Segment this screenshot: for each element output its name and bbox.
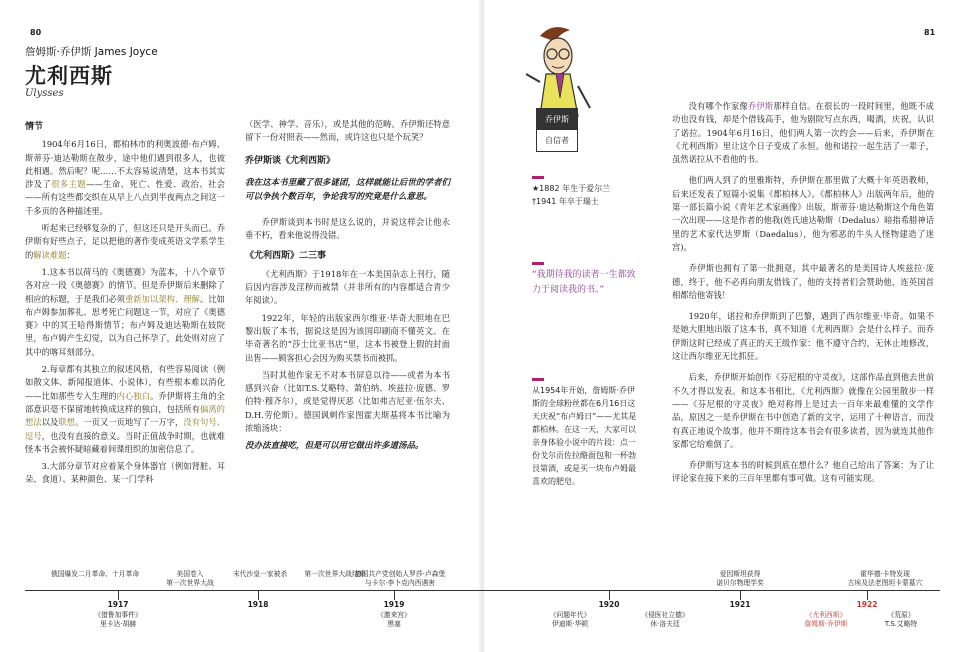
timeline-event: 美国卷入 第一次世界大战 [166, 570, 214, 587]
text-column-4 [672, 100, 934, 490]
year-tick [740, 590, 741, 600]
page-number-left: 80 [30, 28, 42, 37]
section-heading-plot: 情节 [25, 122, 44, 132]
page-number-right: 81 [924, 28, 936, 37]
paragraph: 没有哪个作家像乔伊斯那样自信。在很长的一段时间里，他既不成功也没有钱，却是个借钱高手，他为剧院写点东西，喝酒，庆祝，认识了诺拉。1904年6月16日，他们两人第一次约会——后来，乔伊斯在《尤利西斯》里让这个日子变成了永恒。他和诺拉一起生活了一辈子，虽然诺拉从不看他的书。 [672, 101, 934, 165]
text-column-2 [245, 118, 450, 465]
timeline-year: 1919 [383, 600, 405, 609]
joyce-quote: 我在这本书里藏了很多谜团，这样就能让后世的学者们可以争执个数百年，争论我写的究竟是什么意思。 [245, 177, 450, 202]
timeline-axis [25, 590, 940, 591]
timeline-event: 霍华德·卡特发现 古埃及法老图坦卡蒙墓穴 [847, 570, 923, 587]
paragraph: 乔伊斯谈到本书时是这么说的，并说这样会让他永垂不朽，看来他说得没错。 [245, 216, 450, 241]
section-heading-trivia: 《尤利西斯》二三事 [245, 251, 327, 262]
timeline-book-highlighted: 《尤利西斯》 詹姆斯·乔伊斯 [804, 611, 848, 628]
year-tick [394, 590, 395, 600]
paragraph: 后来，乔伊斯开始创作《芬尼根的守灵夜》，这部作品直到他去世前不久才得以发表。和这本书相比，《尤利西斯》就像在公园里散步一样——《芬尼根的守灵夜》绝对称得上是过去一百年来最难懂的文学作品，原因之一是乔伊斯在书中创造了新的文字，运用了十种语言，而没有真正地说个故事。他并不期待这本书会有很多读者，因为就连其他作家都它给难倒了。 [672, 372, 934, 449]
timeline-event: 俄国爆发二月革命、十月革命 [50, 570, 140, 578]
paragraph: 听起来已经够复杂的了，但这还只是开头而已。乔伊斯有好些点子，足以把他的著作变成英语文学系学生的解读难题： [25, 223, 225, 260]
paragraph: 1920年，诺拉和乔伊斯到了巴黎，遇到了西尔维亚·毕奇。如果不是她大胆地出版了这本书，真不知道《尤利西斯》会是什么样子。而乔伊斯这时已经成了真正的天王级作家：他不遵守合约，无休止地修改，这让西尔维亚无比抓狂。 [672, 311, 934, 362]
timeline-year: 1917 [107, 600, 129, 609]
timeline-event: 末代沙皇一家被杀 [232, 570, 288, 578]
timeline-event: 爱因斯坦获得 诺贝尔物理学奖 [716, 570, 764, 587]
sidebar-rule [532, 378, 544, 381]
author-name: 詹姆斯·乔伊斯 James Joyce [25, 46, 158, 58]
paragraph: 乔伊斯也拥有了第一批拥趸，其中最著名的是美国诗人埃兹拉·庞德，终于，他不必再向朋友借钱了，他的支持者们会赞助他，连英国首相都给他寄钱！ [672, 263, 934, 300]
book-title: 尤利西斯 [25, 64, 113, 88]
sidebar-rule [532, 262, 544, 265]
reader-quote: “我期待我的读者一生都致力于阅读我的书。” [532, 270, 636, 295]
sidebar-rule [532, 176, 544, 179]
paragraph: 1904年6月16日，都柏林市的利奥波德·布卢姆、斯蒂芬·迪达勒斯在散步，途中他们遇到很多人，也彼此相遇。然后呢？呢……不太容易说清楚，这本书其实涉及了很多主题——生命、死亡、性爱、政治、社会——所有这些都交织在从早上八点到半夜两点之间这一千多页的各种描述里。 [25, 139, 225, 216]
timeline-year: 1918 [247, 600, 269, 609]
timeline-event: 德国共产党创始人罗莎·卢森堡 与卡尔·李卜克内西遇害 [354, 570, 446, 587]
birth-info: ★1882 年生于爱尔兰 [532, 184, 611, 193]
section-heading-joyce-on-ulysses: 乔伊斯谈《尤利西斯》 [245, 155, 336, 166]
year-tick [867, 590, 868, 600]
tucholsky-quote: 没办法直接吃，但是可以用它做出许多道汤品。 [245, 441, 424, 452]
paragraph: 2.每章都有其独立的叙述风格，有些容易阅读（例如散文体、新闻报道体、小说体），有些根本难以消化——比如那些专入生理的内心独白。乔伊斯将主角的全部意识毫不保留地转换成这样的独白，包括所有偏离的想法以及联想。一页又一页地写了一万字，没有句号、逗号，也没有直接的意义。当时正值战争时期，也就难怪本书会被怀疑暗藏着间谍组织的加密信息了。 [25, 364, 225, 454]
bloomsday-fact: 从1954年开始，詹姆斯·乔伊斯的全球粉丝都在6月16日这天庆祝“布卢姆日”——尤其是都柏林。在这一天，大家可以亲身体验小说中的片段：点一份戈尔贡佐拉酪面包和一杯勃艮第酒，或是买一块布卢姆最喜欢的肥皂。 [532, 386, 637, 486]
timeline-book: 《邀来宫》 黑塞 [377, 611, 411, 628]
timeline-book: 《问题年代》 伊迪斯·华顿 [549, 611, 591, 628]
page-gutter [478, 0, 486, 652]
paragraph: 3.大部分章节对应着某个身体器官（例如肾脏、耳朵、食道）、某种颜色、某一门学科 [25, 461, 225, 485]
timeline-year-highlighted: 1922 [856, 600, 878, 609]
timeline-book: 《荒原》 T.S.艾略特 [884, 611, 918, 628]
year-tick [258, 590, 259, 600]
paragraph: 1.这本书以荷马的《奥德赛》为蓝本，十八个章节各对应一段《奥德赛》的情节。但是乔伊斯后来删除了相应的标题，于是我们必须重新加以架构、理解。比如布卢姆参加葬礼、思考死亡问题这一节，对应了《奥德赛》中的冥王哈得斯情节；布卢姆及迪达勒斯在妓院里，布卢姆产生幻觉，以为自己怀孕了，此处则对应了其中的喀耳刻部分。 [25, 266, 225, 357]
timeline-book: 《侵医社立德》 休·洛夫廷 [641, 611, 689, 628]
paragraph: 当时其他作家无不对本书屏息以待——或者为本书感到兴奋（比如T.S.艾略特、萧伯纳、埃兹拉·庞德、罗伯特·穆齐尔），或是觉得厌恶（比如弗吉尼亚·伍尔夫、D.H.劳伦斯）。德国讽刺作家图霍夫斯基将本书比喻为浓缩汤块： [245, 369, 450, 434]
badge-label: 自信者 [545, 136, 569, 145]
paragraph: （医学、神学、音乐），或是其他的范畴。乔伊斯还特意留下一份对照表——然而，或许这也只是个玩笑？ [245, 119, 450, 143]
timeline-year: 1921 [729, 600, 751, 609]
death-info: †1941 年卒于瑞士 [532, 197, 599, 206]
year-tick [118, 590, 119, 600]
author-badge [536, 108, 578, 152]
paragraph: 他们两人到了的里雅斯特，乔伊斯在那里做了大概十年英语教师，后来还发表了短篇小说集《都柏林人》。《都柏林人》出版两年后，他的第一部长篇小说《青年艺术家画像》出版，斯蒂芬·迪达勒斯这个角色第一次出现——这是作者的他我(姓氏迪达勒斯（Dedalus）暗指希腊神话里的艺术家代达罗斯（Daedalus），他为邪恶的牛头人怪物建造了迷宫)。 [672, 175, 934, 252]
year-tick [609, 590, 610, 600]
paragraph: 《尤利西斯》于1918年在一本美国杂志上刊行，随后因内容涉及淫秽而被禁（并非所有的内容都适合青少年阅读）。 [245, 268, 450, 306]
timeline-year: 1920 [598, 600, 620, 609]
paragraph: 1922年，年轻的出版家西尔维亚·毕奇大胆地在巴黎出版了本书，据说这是因为该国印刷商不懂英文。在毕奇著名的“莎士比亚书店”里，这本书被登上假的封面出售——顾客担心会因为购买禁书而被抓。 [245, 312, 450, 363]
badge-name: 乔伊斯 [537, 109, 577, 130]
text-column-1 [25, 118, 225, 491]
book-subtitle: Ulysses [25, 88, 64, 99]
life-dates [532, 182, 642, 208]
paragraph: 乔伊斯写这本书的时候到底在想什么？他自己给出了答案：为了让评论家在接下来的三百年里都有事可做。这有可能实现。 [672, 460, 934, 484]
timeline-book: 《猎鲁加事件》 里卡达·胡赫 [94, 611, 142, 628]
timeline-event: 第一次世界大战结束 [304, 570, 366, 578]
